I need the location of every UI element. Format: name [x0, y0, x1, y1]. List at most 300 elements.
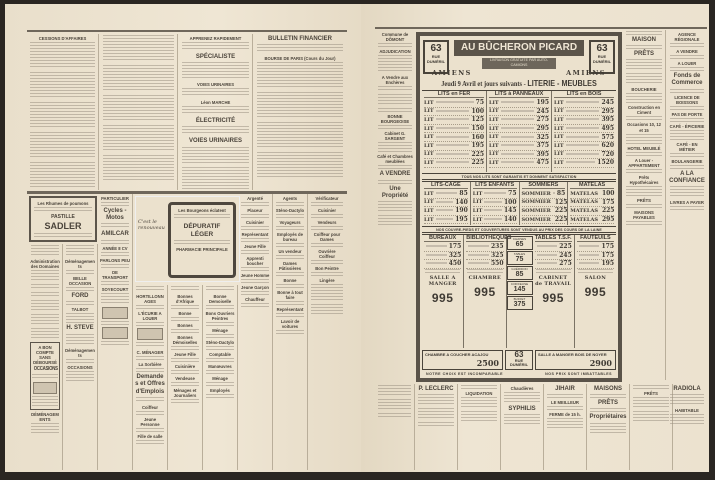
item-price: 75: [508, 190, 517, 198]
text-lines: [626, 152, 662, 156]
text-lines: [257, 44, 343, 52]
description-lines: [484, 209, 502, 212]
classified-column: [667, 384, 707, 470]
classified-ad: [275, 261, 305, 276]
classified-ad: [181, 100, 250, 114]
text-lines: [34, 207, 92, 213]
text-lines: [378, 142, 412, 146]
item-price: 100: [503, 198, 517, 206]
text-lines: [276, 313, 304, 317]
classified-ad: [256, 36, 344, 52]
product-column: [464, 235, 512, 348]
classified-ad: [170, 388, 200, 403]
text-lines: [461, 397, 497, 409]
classified-ad: [240, 297, 270, 307]
description-lines: [436, 118, 470, 121]
depuratif-pharmacy: PHARMACIE PRINCIPALE: [176, 246, 228, 252]
item-name: LIT: [554, 134, 564, 141]
classified-column: [415, 384, 458, 470]
text-lines: [626, 31, 662, 35]
price-row: [473, 216, 517, 225]
classified-column: [375, 384, 415, 470]
text-lines: [241, 202, 269, 206]
classified-ad: [377, 148, 413, 152]
classified-ad: [102, 65, 175, 91]
text-lines: [30, 162, 95, 188]
item-price: 125: [471, 116, 484, 124]
classified-ad: [625, 146, 663, 156]
sadler-top: Les Rhumes de poumons: [37, 201, 89, 206]
item-price: 125: [554, 198, 568, 206]
description-lines: [566, 144, 600, 147]
classified-ad: [377, 108, 413, 112]
text-lines: [311, 202, 343, 206]
classified-ad: [625, 210, 663, 225]
item-price: 225: [471, 150, 484, 158]
item-name: LIT: [489, 151, 499, 158]
text-lines: [670, 206, 704, 210]
text-lines: [241, 238, 269, 242]
price-row: [522, 199, 566, 208]
ad-heading: FORD: [71, 293, 89, 300]
text-lines: [378, 180, 412, 184]
bottom-offers: [422, 350, 616, 370]
ad-heading: AGENCE RÉGIONALE: [674, 32, 700, 43]
ad-heading: Jeune Homme: [240, 273, 270, 279]
classified-ad: [377, 32, 413, 47]
classified-ad: [589, 386, 627, 398]
text-lines: [136, 411, 164, 415]
classified-column: [623, 30, 666, 380]
ad-heading: La Sorbière: [138, 362, 162, 368]
text-lines: [547, 406, 583, 410]
ad-heading: Vendeurs: [317, 220, 337, 226]
text-lines: [670, 165, 704, 169]
item-name: LIT: [489, 159, 499, 166]
ad-heading: BOUCHERIE: [631, 87, 657, 93]
description-lines: [566, 110, 600, 113]
classified-ad: [100, 307, 130, 325]
text-lines: [171, 358, 199, 362]
text-lines: [136, 397, 164, 403]
ad-heading: ANNÉE 8 CV: [102, 245, 128, 251]
ad-heading: PRÊTS: [597, 400, 618, 407]
offer-price: 75: [515, 256, 524, 263]
top-rule: [375, 27, 707, 29]
price-row: [424, 99, 484, 108]
text-lines: [670, 186, 704, 198]
text-lines: [66, 287, 94, 291]
text-lines: [633, 385, 669, 389]
text-lines: [103, 95, 174, 121]
classified-ad: [205, 340, 235, 350]
ad-heading: DE TRANSPORT: [101, 269, 129, 280]
product-category: TABLES T.S.F.: [534, 235, 572, 241]
offer-label: TABLES: [513, 252, 526, 256]
description-lines: [501, 153, 535, 156]
classified-ad: [256, 122, 344, 148]
ad-heading: Voyageurs: [279, 220, 301, 226]
item-name: LIT: [489, 116, 499, 123]
suite-price: 995: [431, 290, 454, 305]
ad-heading: Une Propriété: [381, 185, 409, 199]
classified-column: [308, 194, 346, 470]
classified-ad: [310, 196, 344, 206]
classified-ad: [669, 408, 705, 426]
item-price: 145: [503, 207, 517, 215]
text-lines: [171, 305, 199, 309]
ad-heading: CESSIONS D'AFFAIRES: [38, 36, 87, 41]
ad-heading: TALBOT: [71, 307, 89, 313]
description-lines: [436, 192, 458, 195]
ad-heading: Bonnes Démoiselles: [172, 335, 198, 346]
product-category: BIBLIOTHÈQUES: [466, 235, 512, 241]
classified-ad: [669, 200, 705, 210]
item-price: 395: [601, 116, 614, 124]
description-lines: [468, 262, 489, 265]
text-lines: [31, 245, 59, 257]
text-lines: [31, 270, 59, 282]
beds-section: [422, 90, 616, 172]
ad-heading: Jeune Fille: [174, 352, 196, 358]
text-lines: [182, 147, 249, 163]
text-lines: [101, 264, 129, 268]
ad-heading: Représentant: [276, 307, 304, 313]
text-lines: [241, 214, 269, 218]
ad-heading: Bonnes: [177, 323, 193, 329]
price-row: [535, 252, 572, 261]
item-price: 175: [601, 251, 614, 259]
right-newspaper-page: [361, 4, 709, 472]
item-name: LIT: [554, 108, 564, 115]
classified-ad: [205, 286, 235, 292]
text-lines: [311, 214, 343, 218]
text-lines: [378, 108, 412, 112]
sadler-name: PASTILLE: [51, 214, 75, 221]
text-lines: [257, 62, 343, 88]
classified-ad: [181, 167, 250, 193]
footer-right: NOS PRIX SONT IMBATTABLES: [545, 372, 612, 376]
classified-ad: [632, 411, 670, 423]
ad-heading: BOURSE DE PARIS (Cours du Jour): [264, 56, 336, 62]
price-row: [473, 190, 517, 199]
price-row: [489, 159, 549, 168]
ad-heading: Cuisinier: [246, 220, 264, 226]
item-name: MATELAS: [570, 207, 598, 214]
classified-ad: [275, 196, 305, 206]
occasions-name: OCCASIONS: [33, 366, 58, 373]
classified-ad: [460, 391, 498, 409]
classified-column: [28, 244, 63, 470]
text-lines: [241, 267, 269, 271]
text-lines: [206, 346, 234, 350]
delivery-banner: LIVRAISON GRATUITE PAR AUTO-CAMIONS: [482, 58, 556, 69]
item-price: 225: [554, 207, 568, 215]
classified-ad: [30, 314, 60, 326]
product-column: [422, 235, 464, 348]
offer-label: BUFFET: [513, 297, 526, 301]
item-name: LIT: [424, 142, 434, 149]
suite-price: 995: [474, 284, 496, 299]
text-lines: [378, 148, 412, 152]
ad-heading: Cabinet G. SARGENT: [384, 131, 406, 142]
classified-ad: [503, 406, 541, 426]
text-lines: [101, 281, 129, 285]
ad-heading: Prêts Hypothécaires: [629, 174, 659, 185]
text-lines: [32, 396, 58, 408]
ad-heading: Sténo-Dactylo: [275, 208, 305, 214]
text-lines: [418, 394, 454, 406]
ad-heading: Coiffeur pour Dames: [313, 232, 341, 243]
product-column: [422, 182, 471, 225]
text-lines: [136, 342, 164, 348]
description-lines: [566, 161, 596, 164]
ad-heading: Chauffeur: [245, 297, 265, 303]
item-price: 160: [471, 133, 484, 141]
ad-heading: Café et Chambres meublées: [377, 154, 413, 165]
classified-ad: [205, 311, 235, 326]
item-name: LIT: [554, 125, 564, 132]
text-lines: [103, 155, 174, 181]
text-lines: [378, 94, 412, 106]
product-column: [422, 91, 487, 172]
suite-name: SALLE A MANGER: [428, 274, 457, 287]
classified-ad: [240, 256, 270, 271]
item-name: LIT: [472, 216, 483, 223]
classified-ad: [170, 286, 200, 292]
text-lines: [206, 322, 234, 326]
text-lines: [171, 399, 199, 403]
price-row: [522, 216, 566, 225]
description-lines: [537, 254, 558, 257]
illustration: [102, 327, 128, 339]
classified-ad: [669, 49, 705, 59]
price-row: [424, 159, 484, 168]
item-name: LIT: [472, 207, 483, 214]
description-lines: [501, 161, 535, 164]
item-name: LIT: [489, 108, 499, 115]
classified-ad: [589, 400, 627, 412]
price-row: [570, 216, 614, 225]
text-lines: [626, 45, 662, 49]
classified-column: [254, 34, 346, 190]
price-row: [473, 207, 517, 216]
classified-ad: [240, 244, 270, 254]
item-price: 225: [601, 207, 615, 215]
text-lines: [171, 382, 199, 386]
classified-ad: [460, 411, 498, 423]
classified-ad: [65, 307, 95, 317]
item-price: 575: [601, 133, 614, 141]
description-lines: [579, 254, 600, 257]
suite-offer: [424, 269, 461, 305]
classified-ad: [377, 171, 413, 183]
text-lines: [311, 226, 343, 230]
text-lines: [101, 252, 129, 256]
depuratif-top: Les Bourgeons éclatent: [178, 208, 226, 213]
classified-column: [273, 194, 308, 470]
classified-ad: [275, 232, 305, 247]
text-lines: [670, 136, 704, 140]
item-price: 195: [455, 216, 468, 224]
ad-heading: Argenté: [247, 196, 263, 201]
item-name: LIT: [424, 199, 434, 206]
price-row: [424, 108, 484, 117]
price-row: [489, 116, 549, 125]
text-lines: [206, 334, 234, 338]
item-price: 1520: [597, 159, 614, 167]
ad-heading: APPRENEZ RAPIDEMENT: [189, 36, 242, 41]
text-lines: [171, 286, 199, 292]
classified-ad: [100, 208, 130, 229]
classified-ad: [135, 362, 165, 372]
item-price: 75: [475, 99, 484, 107]
ad-heading: MAISONS PAYABLES: [633, 209, 655, 220]
text-lines: [626, 116, 662, 120]
text-lines: [626, 186, 662, 190]
item-price: 325: [536, 133, 549, 141]
ad-heading: SYPHILIS: [508, 406, 536, 413]
ad-heading: L'ÉCURIE A LOUER: [138, 311, 162, 322]
sadler-brand: SADLER: [44, 221, 82, 232]
classified-ad: [29, 162, 96, 188]
classified-ad: [669, 112, 705, 122]
description-lines: [501, 127, 535, 130]
classified-ad: [240, 273, 270, 283]
classified-ad: [310, 304, 344, 316]
item-price: 175: [601, 198, 615, 206]
text-lines: [670, 394, 704, 406]
price-row: [424, 260, 461, 269]
text-lines: [276, 301, 304, 305]
description-lines: [566, 136, 600, 139]
description-lines: [501, 136, 535, 139]
ad-heading: FERME de 15 h.: [549, 412, 581, 418]
classified-ad: [100, 270, 130, 285]
classified-ad: [669, 159, 705, 169]
classified-ad: [30, 328, 60, 340]
classified-ad: [377, 154, 413, 169]
text-lines: [66, 319, 94, 323]
item-price: 190: [455, 207, 468, 215]
text-lines: [670, 67, 704, 71]
classified-ad: [30, 412, 60, 435]
ad-heading: Bonnes d'Afrique: [175, 294, 195, 305]
ad-heading: Bonne: [283, 278, 297, 284]
ad-heading: Léon MARCHE: [200, 100, 231, 106]
text-lines: [626, 204, 662, 208]
description-lines: [484, 192, 506, 195]
classified-ad: [170, 376, 200, 386]
classified-ad: [377, 399, 412, 411]
classified-ad: [625, 198, 663, 208]
product-category: MATELAS: [570, 182, 614, 189]
item-price: 225: [471, 159, 484, 167]
ad-heading: Manœuvres: [208, 364, 232, 370]
item-price: 295: [601, 107, 614, 115]
classified-column: [544, 384, 587, 470]
classified-ad: [275, 220, 305, 230]
item-price: 100: [471, 107, 484, 115]
occasions-top: A BON COMPTE SANS DÉBOURSÉ: [33, 345, 57, 366]
text-lines: [626, 192, 662, 196]
ad-heading: Déménagements: [65, 259, 95, 270]
text-lines: [103, 65, 174, 91]
ad-heading: Employés: [210, 388, 230, 394]
ad-heading: Dames Pâtissières: [278, 261, 302, 272]
text-lines: [311, 304, 343, 316]
depuratif-ad: [135, 196, 240, 282]
offer-label: COIFFEUSE: [510, 282, 529, 286]
description-lines: [468, 254, 489, 257]
item-name: LIT: [424, 99, 434, 106]
text-lines: [136, 286, 164, 292]
classified-ad: [135, 328, 165, 348]
classified-ad: [240, 285, 270, 295]
price-row: [424, 207, 468, 216]
ad-heading: CAFÉ - ÉPICERIE: [669, 123, 705, 129]
ad-heading: A Vendre aux Enchères: [381, 75, 409, 86]
small-offer-box: [507, 251, 533, 265]
item-name: LIT: [489, 142, 499, 149]
price-row: [554, 133, 614, 142]
description-lines: [436, 161, 470, 164]
price-row: [577, 260, 614, 269]
item-name: LIT: [424, 116, 434, 123]
guarantee-banner: TOUS NOS LITS SONT GARANTIS ET DONNENT SATISFACTION: [422, 173, 616, 180]
price-row: [424, 116, 484, 125]
price-row: [489, 142, 549, 151]
sale-line: Jeudi 9 Avril et jours suivants - LITERIE - MEUBLES: [441, 78, 597, 88]
ad-heading: PARTICULIER: [101, 196, 129, 201]
ad-heading: BOULANGERIE: [671, 158, 703, 164]
text-lines: [578, 269, 613, 275]
ad-heading: Occasions 10, 12 et 15: [627, 122, 661, 133]
ad-heading: A LOUER: [677, 61, 697, 67]
text-lines: [311, 272, 343, 276]
description-lines: [501, 144, 535, 147]
classified-ad: [310, 220, 344, 230]
text-lines: [206, 382, 234, 386]
price-row: [466, 260, 503, 269]
description-lines: [436, 144, 470, 147]
description-lines: [566, 153, 600, 156]
product-column: [487, 91, 552, 172]
item-price: 450: [448, 260, 462, 268]
classified-ad: [417, 386, 455, 406]
item-price: 395: [536, 150, 549, 158]
product-category: LITS à PANNEAUX: [489, 91, 549, 98]
item-price: 175: [448, 243, 462, 251]
price-row: [424, 252, 461, 261]
product-category: LITS-CAGE: [424, 182, 468, 189]
ad-heading: ÉLECTRICITÉ: [195, 118, 236, 125]
text-lines: [461, 411, 497, 423]
text-lines: [467, 269, 502, 275]
description-lines: [426, 245, 447, 248]
text-lines: [311, 243, 343, 247]
item-price: 245: [601, 99, 614, 107]
classified-ad: [29, 102, 96, 128]
text-lines: [276, 284, 304, 288]
item-price: 245: [559, 251, 572, 259]
price-row: [577, 252, 614, 261]
item-name: LIT: [424, 151, 434, 158]
ad-heading: Comptable: [209, 352, 231, 358]
text-lines: [626, 221, 662, 225]
classified-ad: [256, 56, 344, 88]
price-row: [554, 142, 614, 151]
